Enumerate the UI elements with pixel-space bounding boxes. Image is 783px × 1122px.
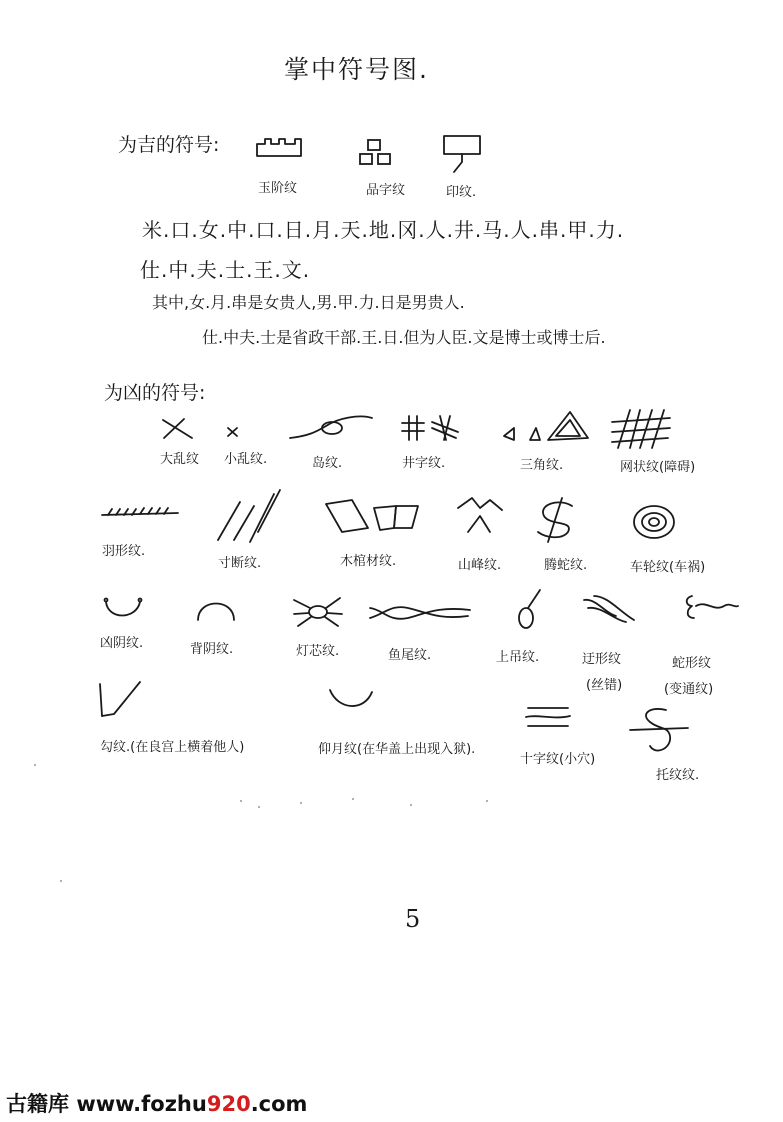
url-digits: 920 bbox=[206, 1092, 251, 1116]
good-symbols-note-1: 其中,女.月.串是女贵人,男.甲.力.日是男贵人. bbox=[152, 293, 465, 312]
caption-wheel: 车轮纹(车祸) bbox=[630, 560, 706, 575]
broken-lines-symbol bbox=[210, 488, 282, 544]
caption-fishtail: 鱼尾纹. bbox=[388, 648, 432, 663]
seal-symbol bbox=[440, 132, 486, 174]
caption-small-chaos: 小乱纹. bbox=[224, 452, 268, 467]
good-symbols-line-1: 米.口.女.中.口.日.月.天.地.冈.人.井.马.人.串.甲.力. bbox=[142, 218, 625, 242]
snake-line-symbol bbox=[680, 592, 740, 622]
cross-lines-symbol bbox=[524, 704, 572, 730]
wheel-symbol bbox=[630, 502, 682, 542]
upward-moon-symbol bbox=[326, 686, 376, 712]
caption-lamp-wick: 灯芯纹. bbox=[296, 644, 340, 659]
good-symbols-heading: 为吉的符号: bbox=[118, 134, 220, 156]
fishtail-symbol bbox=[368, 600, 472, 626]
caption-island: 岛纹. bbox=[312, 456, 343, 471]
good-symbols-line-2: 仕.中.夫.士.王.文. bbox=[140, 258, 311, 282]
site-name: 古籍库 bbox=[6, 1092, 69, 1116]
url-suffix: .com bbox=[250, 1092, 308, 1116]
caption-hook: 勾纹.(在良宫上横着他人) bbox=[100, 740, 245, 755]
caption-seal: 印纹. bbox=[446, 185, 477, 200]
cup-curve-symbol bbox=[102, 596, 144, 622]
big-cross-symbol bbox=[160, 416, 196, 442]
caption-triangle: 三角纹. bbox=[520, 458, 564, 473]
caption-support: 托纹纹. bbox=[656, 768, 700, 783]
coffin-symbol bbox=[322, 498, 422, 538]
feather-symbol bbox=[100, 505, 180, 521]
pin-character-symbol bbox=[358, 138, 398, 168]
caption-broken-lines: 寸断纹. bbox=[218, 556, 262, 571]
island-symbol bbox=[288, 412, 374, 442]
jade-step-symbol bbox=[255, 136, 305, 162]
net-symbol bbox=[608, 408, 674, 450]
flying-snake-symbol bbox=[532, 496, 576, 544]
bad-symbols-heading: 为凶的符号: bbox=[104, 382, 206, 404]
hanging-symbol bbox=[512, 588, 546, 632]
caption-pin-character: 品字纹 bbox=[366, 183, 406, 198]
site-url[interactable] bbox=[76, 1092, 307, 1116]
caption-feather: 羽形纹. bbox=[102, 544, 146, 559]
caption-jade-step: 玉阶纹 bbox=[258, 181, 298, 196]
caption-snake-line: 蛇形纹 bbox=[672, 656, 712, 671]
site-footer bbox=[6, 1088, 307, 1118]
caption-upward-moon: 仰月纹(在华盖上出现入狱). bbox=[318, 742, 476, 757]
caption-cup-curve: 凶阴纹. bbox=[100, 636, 144, 651]
caption-big-chaos: 大乱纹 bbox=[160, 452, 200, 467]
caption-cross-lines: 十字纹(小穴) bbox=[520, 752, 596, 767]
caption-mountain-peak: 山峰纹. bbox=[458, 558, 502, 573]
page-number: 5 bbox=[405, 905, 421, 933]
caption-arch-curve: 背阴纹. bbox=[190, 642, 234, 657]
detour-symbol bbox=[580, 594, 640, 624]
good-symbols-note-2: 仕.中夫.士是省政干部.王.日.但为人臣.文是博士或博士后. bbox=[202, 328, 606, 347]
well-character-symbol bbox=[400, 414, 462, 442]
url-prefix: www.fozhu bbox=[76, 1092, 207, 1116]
caption-snake-line-note: (变通纹) bbox=[664, 682, 714, 697]
caption-net: 网状纹(障碍) bbox=[620, 460, 696, 475]
lamp-wick-symbol bbox=[290, 592, 346, 632]
small-cross-symbol bbox=[226, 426, 240, 438]
hook-symbol bbox=[96, 680, 152, 720]
caption-detour-note: (丝错) bbox=[586, 678, 623, 693]
caption-flying-snake: 腾蛇纹. bbox=[544, 558, 588, 573]
page-title: 掌中符号图. bbox=[284, 55, 429, 84]
mountain-peak-symbol bbox=[454, 494, 506, 538]
arch-curve-symbol bbox=[194, 596, 238, 624]
caption-detour: 迂形纹 bbox=[582, 652, 622, 667]
support-symbol bbox=[626, 706, 692, 762]
caption-well-character: 井字纹. bbox=[402, 456, 446, 471]
caption-coffin: 木棺材纹. bbox=[340, 554, 397, 569]
triangle-symbol bbox=[500, 408, 592, 442]
caption-hanging: 上吊纹. bbox=[496, 650, 540, 665]
